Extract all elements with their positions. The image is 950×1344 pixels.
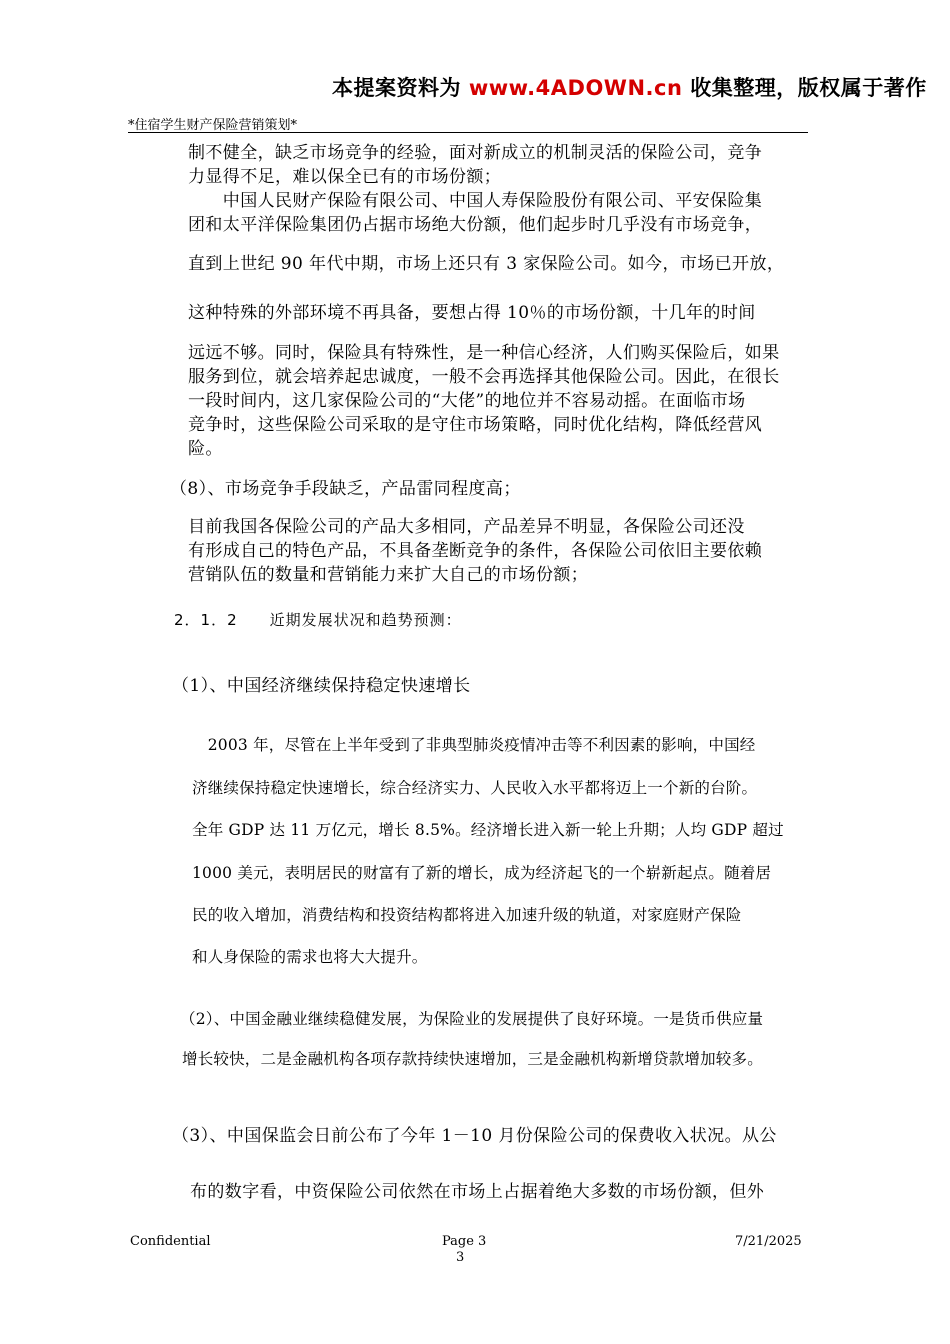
running-header-title: *住宿学生财产保险营销策划* bbox=[128, 118, 298, 133]
paragraph-line: 制不健全，缺乏市场竞争的经验，面对新成立的机制灵活的保险公司，竞争 bbox=[188, 143, 763, 163]
paragraph-line: 济继续保持稳定快速增长，综合经济实力、人民收入水平都将迈上一个新的台阶。 bbox=[192, 779, 758, 797]
footer-page-number: 3 bbox=[456, 1250, 465, 1265]
paragraph-line: 和人身保险的需求也将大大提升。 bbox=[192, 948, 428, 966]
paragraph-line: 服务到位，就会培养起忠诚度，一般不会再选择其他保险公司。因此，在很长 bbox=[188, 367, 780, 387]
list-item-1: （1）、中国经济继续保持稳定快速增长 bbox=[172, 676, 471, 696]
banner-url: www.4ADOWN.cn bbox=[468, 76, 683, 100]
paragraph-line: 这种特殊的外部环境不再具备，要想占得 10％的市场份额，十几年的时间 bbox=[188, 303, 756, 323]
paragraph-line: 全年 GDP 达 11 万亿元，增长 8.5%。经济增长进入新一轮上升期；人均 GDP 超过 bbox=[192, 821, 784, 839]
paragraph-line: 有形成自己的特色产品，不具备垄断竞争的条件，各保险公司依旧主要依赖 bbox=[188, 541, 763, 561]
paragraph-line: 竞争时，这些保险公司采取的是守住市场策略，同时优化结构，降低经营风 bbox=[188, 415, 763, 435]
footer-date: 7/21/2025 bbox=[735, 1234, 802, 1249]
header-divider bbox=[128, 132, 808, 133]
paragraph-line: 民的收入增加，消费结构和投资结构都将进入加速升级的轨道，对家庭财产保险 bbox=[192, 906, 742, 924]
paragraph-line: 2003 年，尽管在上半年受到了非典型肺炎疫情冲击等不利因素的影响，中国经 bbox=[192, 736, 756, 754]
paragraph-line: 团和太平洋保险集团仍占据市场绝大份额，他们起步时几乎没有市场竞争， bbox=[188, 215, 763, 235]
paragraph-line: 力显得不足，难以保全已有的市场份额； bbox=[188, 167, 502, 187]
banner-suffix: 收集整理，版权属于著作 bbox=[682, 76, 927, 100]
section-heading: 2．1．2 近期发展状况和趋势预测： bbox=[174, 611, 462, 629]
paragraph-line: 中国人民财产保险有限公司、中国人寿保险股份有限公司、平安保险集 bbox=[188, 191, 763, 211]
paragraph-line: 直到上世纪 90 年代中期，市场上还只有 3 家保险公司。如今，市场已开放， bbox=[188, 254, 785, 274]
paragraph-line: 1000 美元，表明居民的财富有了新的增长，成为经济起飞的一个崭新起点。随着居 bbox=[192, 864, 772, 882]
banner-prefix: 本提案资料为 bbox=[332, 76, 469, 100]
list-item-8: （8）、市场竞争手段缺乏，产品雷同程度高； bbox=[170, 479, 521, 499]
footer-confidential: Confidential bbox=[130, 1234, 211, 1249]
paragraph-line: 险。 bbox=[188, 439, 223, 459]
paragraph-line: 远远不够。同时，保险具有特殊性，是一种信心经济，人们购买保险后，如果 bbox=[188, 343, 780, 363]
paragraph-line: 一段时间内，这几家保险公司的“大佬”的地位并不容易动摇。在面临市场 bbox=[188, 391, 746, 411]
list-item-2: （2）、中国金融业继续稳健发展，为保险业的发展提供了良好环境。一是货币供应量 bbox=[180, 1010, 764, 1028]
paragraph-line: 目前我国各保险公司的产品大多相同，产品差异不明显，各保险公司还没 bbox=[188, 517, 745, 537]
source-banner bbox=[332, 72, 927, 102]
footer-page-label: Page 3 bbox=[442, 1234, 487, 1249]
list-item-2-continuation: 增长较快，二是金融机构各项存款持续快速增加，三是金融机构新增贷款增加较多。 bbox=[182, 1050, 763, 1068]
list-item-3: （3）、中国保监会日前公布了今年 1－10 月份保险公司的保费收入状况。从公 bbox=[172, 1126, 777, 1146]
list-item-3-continuation: 布的数字看，中资保险公司依然在市场上占据着绝大多数的市场份额，但外 bbox=[190, 1182, 765, 1202]
paragraph-line: 营销队伍的数量和营销能力来扩大自己的市场份额； bbox=[188, 565, 589, 585]
